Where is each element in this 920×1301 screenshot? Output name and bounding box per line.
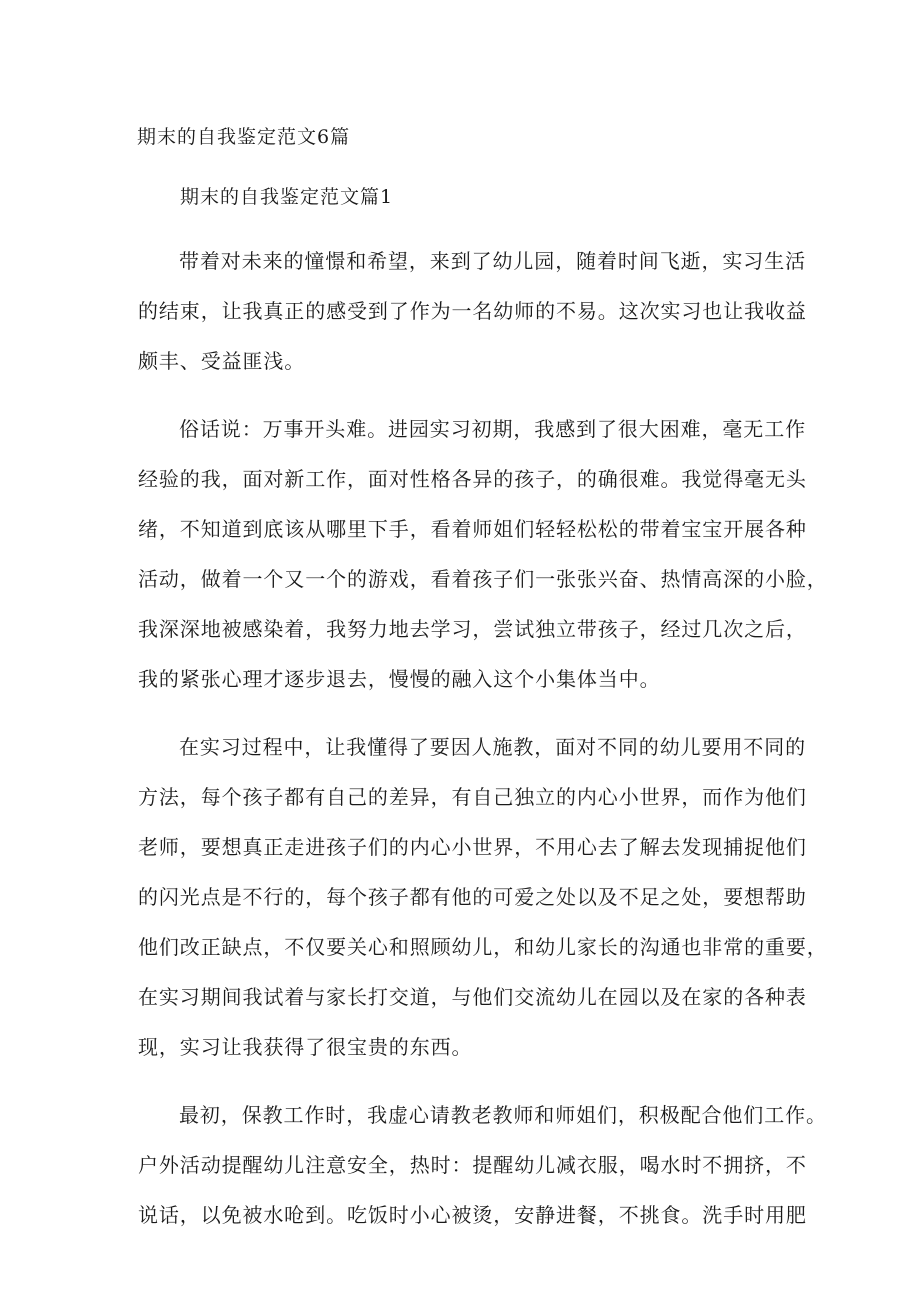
paragraph-line: 在实习过程中，让我懂得了要因人施教，面对不同的幼儿要用不同的: [179, 735, 806, 759]
paragraph-line: 的闪光点是不行的，每个孩子都有他的可爱之处以及不足之处，要想帮助: [138, 885, 807, 909]
paragraph-line: 的结束，让我真正的感受到了作为一名幼师的不易。这次实习也让我收益: [138, 299, 807, 323]
paragraph-line: 说话，以免被水呛到。吃饭时小心被烫，安静进餐，不挑食。洗手时用肥: [138, 1203, 807, 1227]
paragraph: [138, 1090, 827, 1240]
paragraph-line: 颇丰、受益匪浅。: [138, 349, 306, 373]
paragraph: [138, 236, 807, 386]
paragraph-line: 最初，保教工作时，我虚心请教老教师和师姐们，积极配合他们工作。: [179, 1103, 827, 1127]
paragraph-line: 我的紧张心理才逐步退去，慢慢的融入这个小集体当中。: [138, 667, 661, 691]
paragraph-line: 活动，做着一个又一个的游戏，看着孩子们一张张兴奋、热情高深的小脸，: [138, 567, 828, 591]
paragraph-line: 方法，每个孩子都有自己的差异，有自己独立的内心小世界，而作为他们: [138, 785, 807, 809]
paragraph-line: 我深深地被感染着，我努力地去学习，尝试独立带孩子，经过几次之后，: [138, 617, 807, 641]
paragraph: [138, 404, 828, 704]
paragraph-line: 在实习期间我试着与家长打交道，与他们交流幼儿在园以及在家的各种表: [138, 985, 807, 1009]
paragraph: [138, 722, 828, 1072]
paragraph-line: 绪，不知道到底该从哪里下手，看着师姐们轻轻松松的带着宝宝开展各种: [138, 517, 807, 541]
document-body: [138, 236, 828, 1258]
paragraph-line: 现，实习让我获得了很宝贵的东西。: [138, 1035, 473, 1059]
paragraph-line: 带着对未来的憧憬和希望，来到了幼儿园，随着时间飞逝，实习生活: [179, 249, 806, 273]
paragraph-line: 俗话说：万事开头难。进园实习初期，我感到了很大困难，毫无工作: [179, 417, 806, 441]
document-title: 期末的自我鉴定范文6篇: [137, 126, 351, 148]
paragraph-line: 户外活动提醒幼儿注意安全，热时：提醒幼儿减衣服，喝水时不拥挤，不: [138, 1153, 807, 1177]
section-title: 期末的自我鉴定范文篇1: [180, 186, 394, 208]
paragraph-line: 经验的我，面对新工作，面对性格各异的孩子，的确很难。我觉得毫无头: [138, 467, 807, 491]
paragraph-line: 老师，要想真正走进孩子们的内心小世界，不用心去了解去发现捕捉他们: [138, 835, 807, 859]
paragraph-line: 他们改正缺点，不仅要关心和照顾幼儿，和幼儿家长的沟通也非常的重要，: [138, 935, 828, 959]
